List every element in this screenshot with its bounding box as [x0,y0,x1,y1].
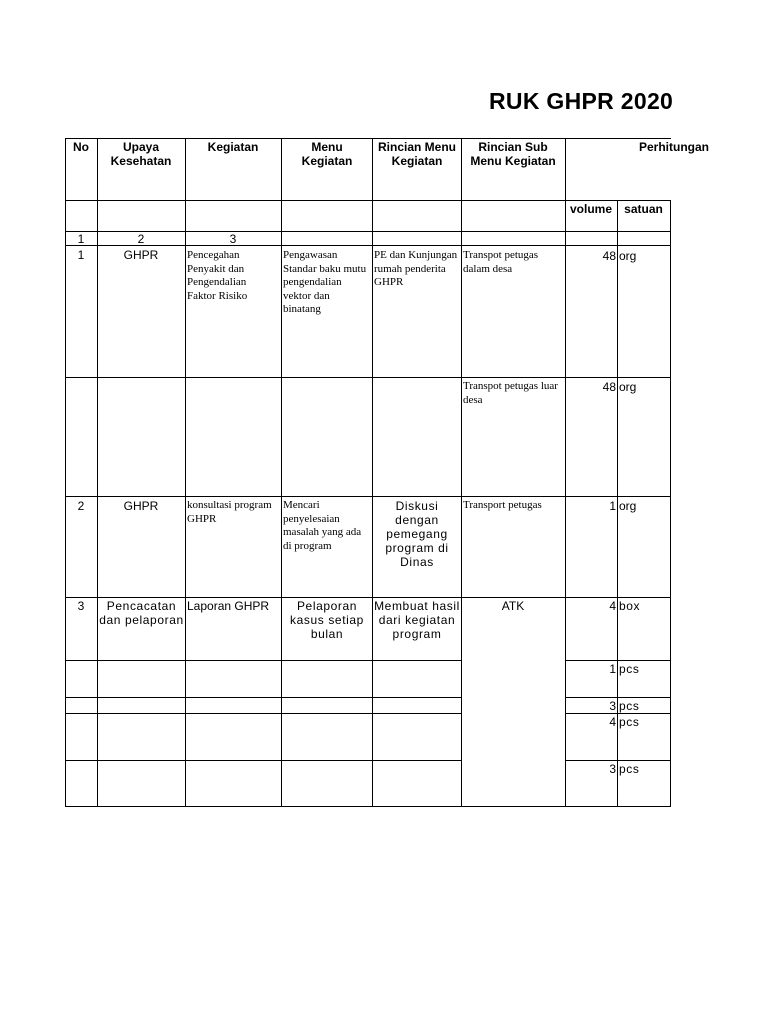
grid-line [65,806,671,807]
row-satuan: pcs [619,662,640,676]
header-rincian-menu: Rincian Menu Kegiatan [377,140,456,168]
grid-line [372,138,373,807]
row-volume: 48 [602,380,616,394]
header-volume: volume [569,202,612,216]
row-rincian-menu: PE dan Kunjungan rumah penderita GHPR [374,249,458,288]
row-upaya: Pencacatan dan pelaporan [99,599,184,627]
row-rincian-sub: Transpot petugas luar desa [463,380,558,406]
header-rincian-sub-menu: Rincian Sub Menu Kegiatan [470,140,556,168]
row-rincian-sub: ATK [501,599,525,613]
row-menu-kegiatan: Mencari penyelesaian masalah yang ada di program [283,499,362,552]
index-cell: 2 [137,232,145,246]
grid-line [65,200,671,201]
row-satuan: org [619,249,637,263]
grid-line [670,200,671,807]
header-satuan: satuan [624,202,663,216]
row-menu-kegiatan: Pelaporan kasus setiap bulan [290,599,364,641]
row-volume: 1 [609,662,616,676]
index-cell: 3 [229,232,237,246]
header-perhitungan: Perhitungan [639,140,710,154]
row-rincian-sub: Transpot petugas dalam desa [463,249,539,275]
row-menu-kegiatan: Pengawasan Standar baku mutu pengendalian vektor dan binatang [283,249,367,315]
document-title: RUK GHPR 2020 [489,88,674,114]
row-rincian-menu: Diskusi dengan pemegang program di Dinas [385,499,449,569]
grid-line [65,377,671,378]
header-kegiatan: Kegiatan [207,140,259,154]
row-satuan: box [619,599,641,613]
row-volume: 4 [609,715,616,729]
grid-line [65,660,462,661]
grid-line [281,138,282,807]
row-satuan: pcs [619,699,640,713]
row-volume: 4 [609,599,616,613]
row-volume: 3 [609,762,616,776]
grid-line [565,660,671,661]
header-upaya-kesehatan: Upaya Kesehatan [110,140,172,168]
grid-line [461,138,462,807]
grid-line [565,697,671,698]
grid-line [565,760,671,761]
row-satuan: org [619,499,637,513]
row-volume: 48 [602,249,616,263]
row-satuan: pcs [619,715,640,729]
header-no: No [73,140,89,154]
row-rincian-sub: Transport petugas [463,499,542,511]
row-upaya: GHPR [123,248,159,262]
row-kegiatan: konsultasi program GHPR [187,499,272,525]
row-kegiatan: Pencegahan Penyakit dan Pengendalian Faktor Risiko [187,249,248,302]
row-satuan: org [619,380,637,394]
row-upaya: GHPR [123,499,159,513]
grid-line [65,760,462,761]
row-kegiatan: Laporan GHPR [187,599,270,613]
header-menu-kegiatan: Menu Kegiatan [301,140,353,168]
grid-line [65,597,671,598]
row-number: 1 [77,248,85,262]
row-rincian-menu: Membuat hasil dari kegiatan program [374,599,460,641]
index-cell: 1 [77,232,85,246]
ruk-table [65,0,710,806]
grid-line [565,713,671,714]
row-number: 2 [77,499,85,513]
row-satuan: pcs [619,762,640,776]
row-volume: 3 [609,699,616,713]
grid-line [65,496,671,497]
grid-line [65,697,462,698]
grid-line [65,713,462,714]
row-volume: 1 [609,499,616,513]
grid-line [65,138,671,139]
row-number: 3 [77,599,85,613]
